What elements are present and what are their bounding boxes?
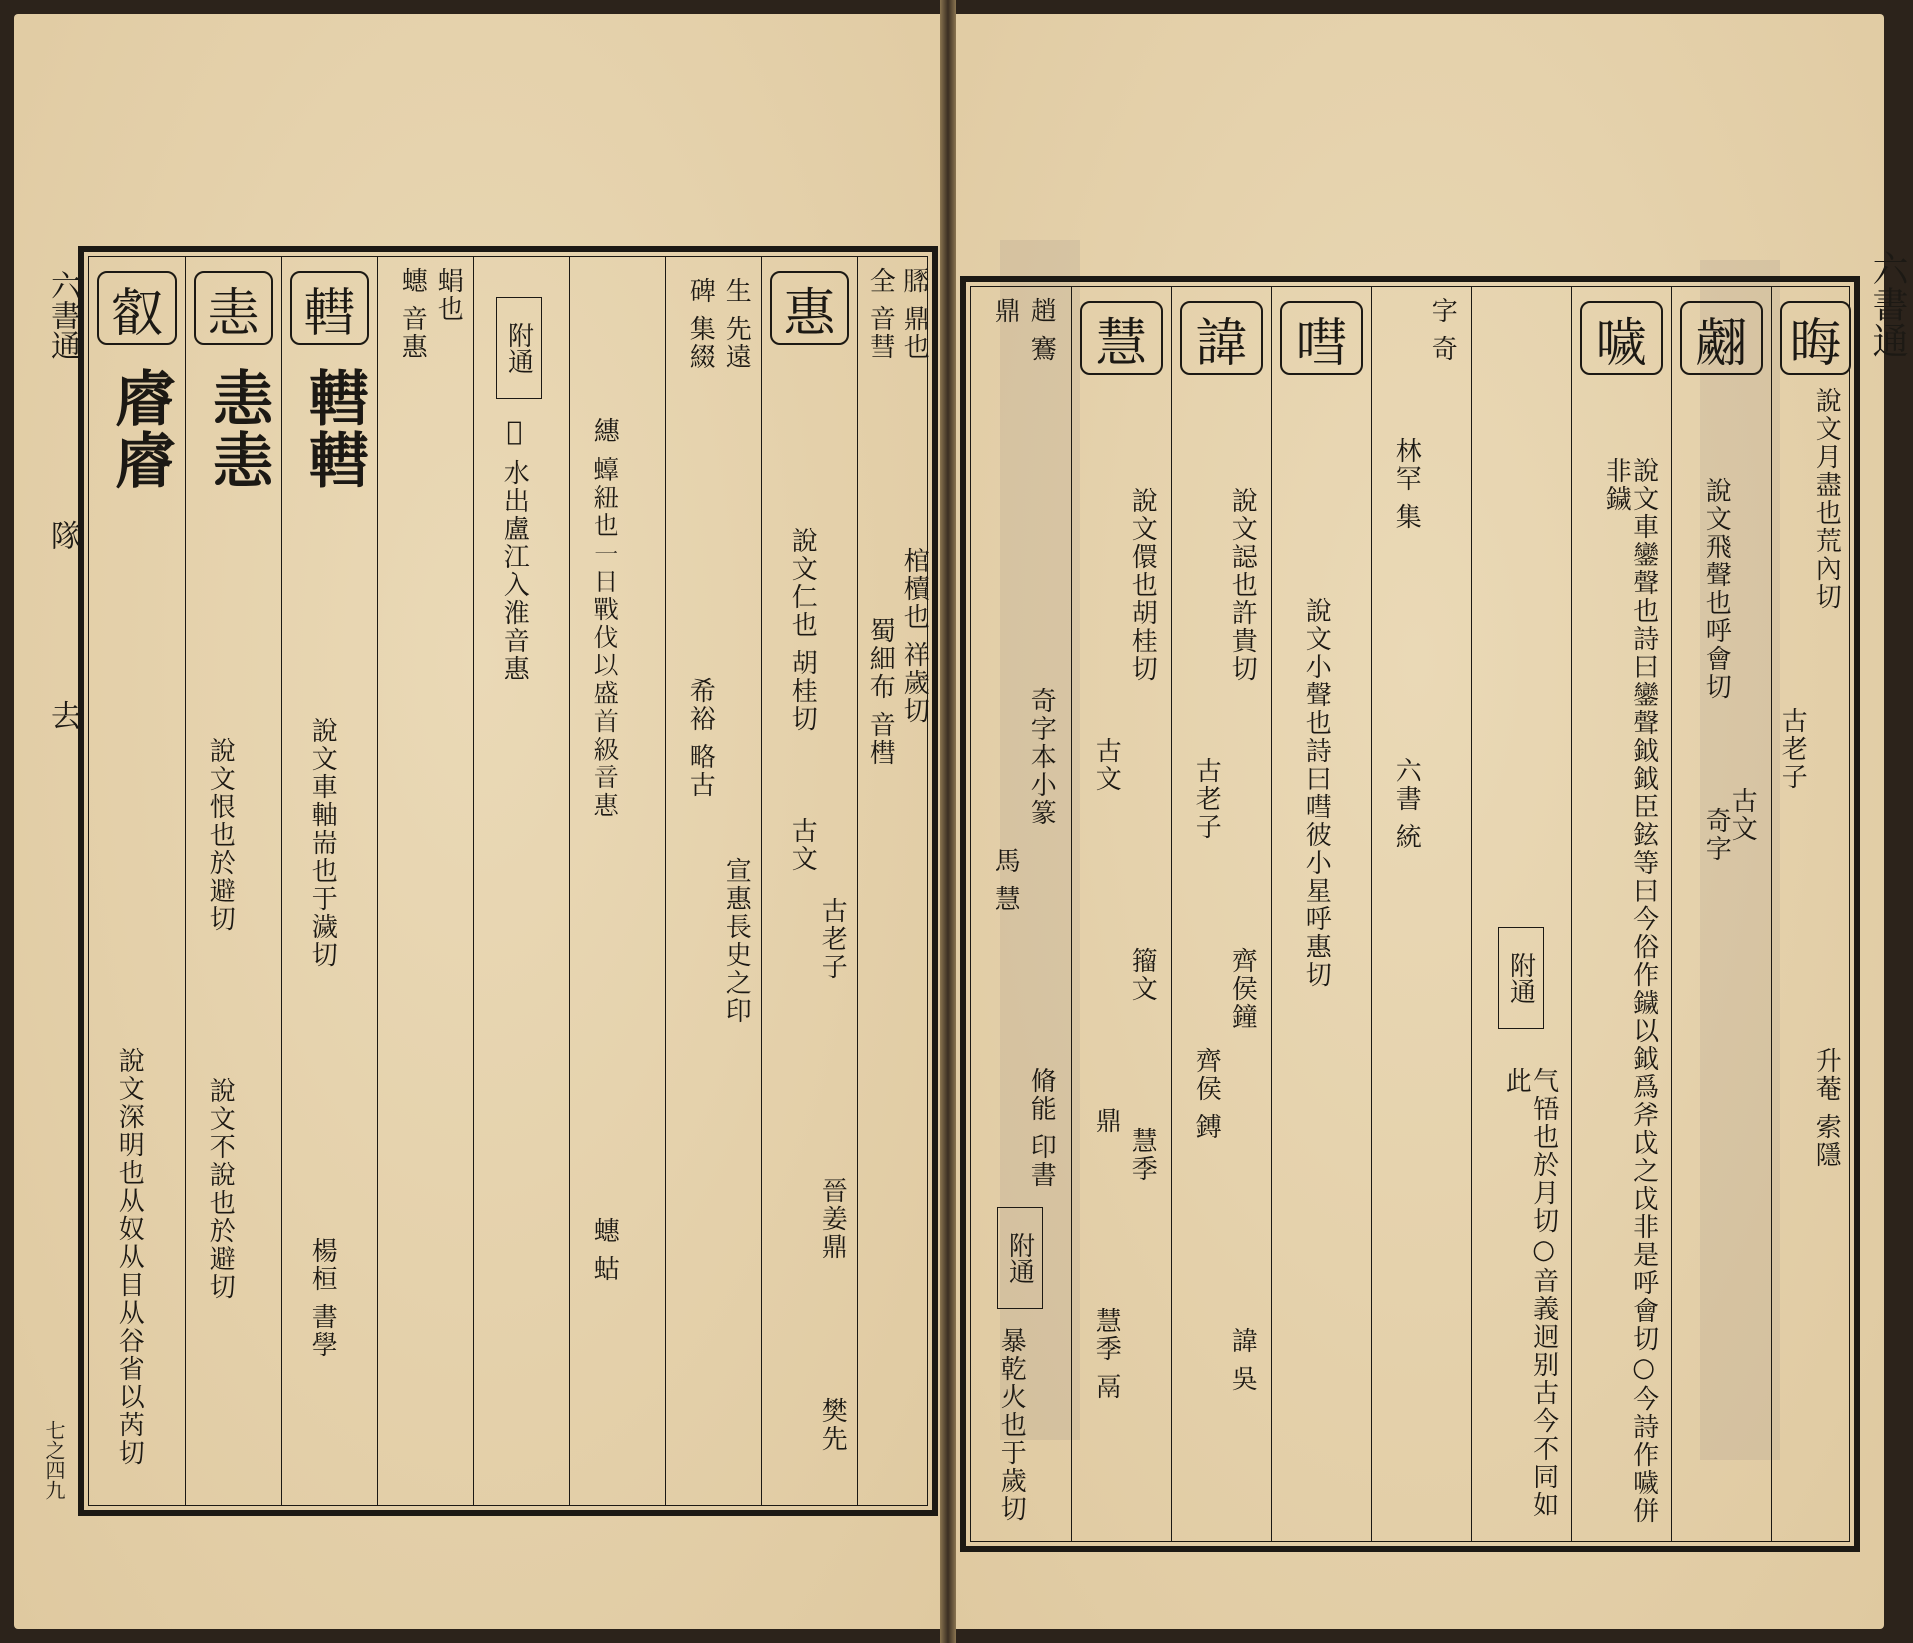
appendix-tag-right: 附通 bbox=[997, 1207, 1043, 1309]
column-hui-fly bbox=[1671, 287, 1771, 1541]
note-stele-1: 生 先遠 bbox=[721, 277, 752, 372]
column-hui-dark bbox=[1771, 287, 1859, 1541]
note-wu: 諱 吳 bbox=[1227, 1327, 1258, 1394]
headword-hui-fly: 翽 bbox=[1680, 301, 1763, 375]
gloss-taboo: 說文誋也許貴切 bbox=[1227, 487, 1258, 683]
seal-forms: 轊轊 bbox=[299, 367, 369, 491]
note-qizi-fly: 奇字 bbox=[1701, 807, 1732, 863]
column-annot-2 bbox=[569, 257, 665, 1505]
note-ma: 馬 慧 bbox=[990, 847, 1021, 914]
column-hui-anger bbox=[185, 257, 281, 1505]
note-huiji: 慧季 bbox=[1127, 1127, 1158, 1183]
headword-hui-taboo: 諱 bbox=[1180, 301, 1263, 375]
column-zhao bbox=[971, 287, 1071, 1541]
annot-seal-2: 宣惠長史之印 bbox=[721, 857, 752, 1025]
note-cicada-2: 蜎也 bbox=[433, 267, 464, 323]
gloss-qiwu: 气啎也於月切○音義迥别古今不同如此 bbox=[1501, 1067, 1559, 1519]
headword-hui-dark: 晦 bbox=[1780, 301, 1851, 375]
gloss-dark: 說文月盡也荒內切 bbox=[1811, 387, 1842, 611]
note-linhan: 林罕 集 bbox=[1391, 437, 1422, 532]
headword-wei: 轊 bbox=[290, 271, 369, 345]
note-quan: 全 音彗 bbox=[865, 267, 896, 362]
folio-number: 七之四九 bbox=[42, 1420, 66, 1500]
gloss-wei-1: 說文車軸耑也于濊切 bbox=[307, 717, 338, 969]
headword-hui: 恚 bbox=[194, 271, 273, 345]
note-jinjiang: 晉姜鼎 bbox=[817, 1177, 848, 1261]
headword-hui-wise: 慧 bbox=[1080, 301, 1163, 375]
appendix-tag-yue: 附通 bbox=[1498, 927, 1544, 1029]
gloss-coffin: 棺櫝也 祥歲切 bbox=[899, 547, 930, 726]
column-hui-taboo bbox=[1171, 287, 1271, 1541]
note-xiuneng: 脩能 印書 bbox=[1026, 1067, 1057, 1190]
column-appendix bbox=[473, 257, 569, 1505]
note-liushutong: 六書 統 bbox=[1391, 757, 1422, 852]
headword-hui-bell: 噦 bbox=[1580, 301, 1663, 375]
note-guwen: 古文 bbox=[787, 817, 818, 873]
note-qizi: 奇字本小篆 bbox=[1026, 687, 1057, 827]
annot-seal-1: 希裕 略古 bbox=[685, 677, 716, 800]
note-ding-r: 鼎 bbox=[990, 297, 1021, 325]
column-appendix-r bbox=[1471, 287, 1571, 1541]
gloss-hui-kind: 說文仁也 胡桂切 bbox=[787, 527, 818, 734]
note-laozi: 古老子 bbox=[817, 897, 848, 981]
note-cicada: 蟪 音惠 bbox=[397, 267, 428, 362]
note-qihou-1: 齊侯鐘 bbox=[1227, 947, 1258, 1031]
seal-forms: 恚恚 bbox=[203, 367, 273, 491]
gloss-hui-2: 說文不說也於避切 bbox=[205, 1077, 236, 1301]
column-rui bbox=[89, 257, 185, 1505]
annot-2: 繐 𧔫紐也一日戰伐以盛首級音惠 bbox=[589, 417, 620, 820]
left-margin-title: 六書通 bbox=[45, 270, 80, 360]
gloss-wei-2: 楊桓 書學 bbox=[307, 1237, 338, 1360]
gloss-wise: 說文儇也胡桂切 bbox=[1127, 487, 1158, 683]
left-margin-rhyme: 隊 bbox=[45, 520, 80, 550]
headword-hui-kind: 惠 bbox=[770, 271, 849, 345]
gloss-small-sound: 說文小聲也詩曰嘒彼小星呼惠切 bbox=[1301, 597, 1332, 989]
note-ding-wise: 鼎 bbox=[1091, 1107, 1122, 1135]
book-gutter bbox=[940, 0, 956, 1643]
seal-forms: 𥈠𥈠 bbox=[106, 367, 176, 491]
column-hui-kind bbox=[761, 257, 857, 1505]
column-wei-axle bbox=[281, 257, 377, 1505]
note-fan: 樊先 bbox=[817, 1397, 848, 1453]
column-hui-wise bbox=[1071, 287, 1171, 1541]
note-guwen-fly: 古文 bbox=[1727, 787, 1758, 843]
note-shengan: 升菴 索隱 bbox=[1811, 1047, 1842, 1170]
column-hui-bell bbox=[1571, 287, 1671, 1541]
note-qizi-r: 字 奇 bbox=[1427, 297, 1458, 364]
right-text-frame bbox=[960, 276, 1860, 1552]
annot-3: 蟪 蛄 bbox=[589, 1217, 620, 1284]
note-laozi-r: 古老子 bbox=[1191, 757, 1222, 841]
note-ding: 𧱔 鼎也 bbox=[899, 267, 930, 362]
column-liushu bbox=[1371, 287, 1471, 1541]
note-laozi-dark: 古老子 bbox=[1777, 707, 1808, 791]
column-hui-coffin bbox=[857, 257, 937, 1505]
gloss-fly: 說文飛聲也呼會切 bbox=[1701, 477, 1732, 701]
left-text-frame bbox=[78, 246, 938, 1516]
column-hui-small bbox=[1271, 287, 1371, 1541]
note-huiji-li: 慧季 鬲 bbox=[1091, 1307, 1122, 1402]
note-guwen-r: 古文 bbox=[1091, 737, 1122, 793]
appendix-tag: 附通 bbox=[496, 297, 542, 399]
note-qihou-2: 齊侯 鎛 bbox=[1191, 1047, 1222, 1142]
note-zhao: 趙 鶱 bbox=[1026, 297, 1057, 364]
headword-rui: 叡 bbox=[97, 271, 177, 345]
gloss-bell: 說文車鑾聲也詩曰鑾聲鉞鉞臣鉉等曰今俗作鐬以鉞爲斧戉之戉非是呼會切○今詩作噦併非鐬 bbox=[1601, 457, 1659, 1525]
column-blank bbox=[377, 257, 473, 1505]
note-zhouwen: 籀文 bbox=[1127, 947, 1158, 1003]
right-margin-title: 六書通 bbox=[1867, 250, 1908, 358]
gloss-hui-1: 說文恨也於避切 bbox=[205, 737, 236, 933]
gloss-dry: 暴乾火也于歲切 bbox=[996, 1327, 1027, 1523]
headword-hui-small: 嘒 bbox=[1280, 301, 1363, 375]
column-annot-3 bbox=[665, 257, 761, 1505]
left-margin-tone: 去 bbox=[45, 700, 80, 730]
annot-1: 𤃐 水出盧江入淮音惠 bbox=[499, 417, 530, 684]
gloss-cloth: 蜀細布 音槥 bbox=[865, 617, 896, 768]
gloss-rui: 說文深明也从奴从目从谷省以芮切 bbox=[114, 1047, 145, 1467]
note-stele-2: 碑 集綴 bbox=[685, 277, 716, 372]
